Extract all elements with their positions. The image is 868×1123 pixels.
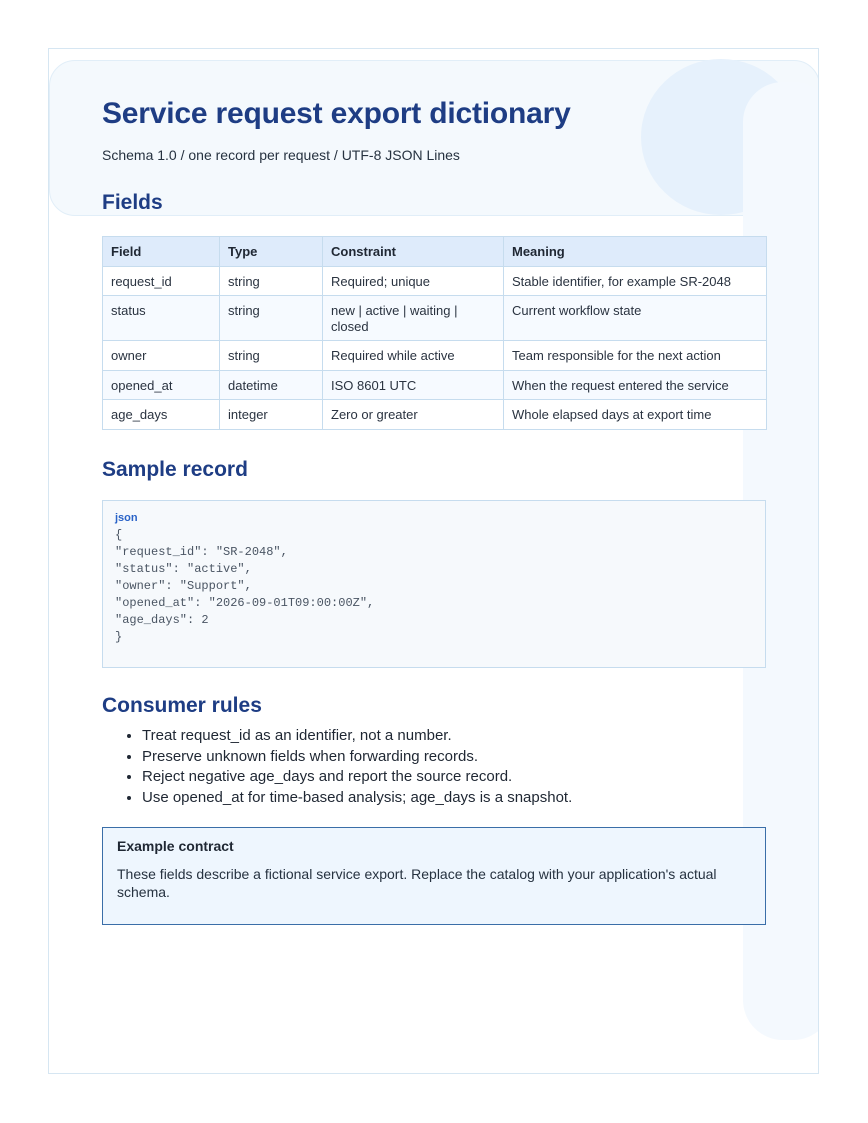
table-row [103,370,767,400]
fields-heading: Fields [102,191,163,214]
field-constraint-cell: Required; unique [323,266,504,296]
field-meaning-cell: Stable identifier, for example SR-2048 [504,266,767,296]
field-meaning-cell: Whole elapsed days at export time [504,400,767,430]
code-line: { [115,528,123,542]
table-row [103,266,767,296]
sample-record-heading: Sample record [102,458,248,481]
sample-code-block [102,500,766,668]
code-language-label: json [115,512,138,524]
field-name-cell: opened_at [103,370,220,400]
column-header: Constraint [323,237,504,267]
code-line: } [115,630,123,644]
field-type-cell: datetime [220,370,323,400]
list-item: • Use opened_at for time-based analysis; age_days is a snapshot. [142,788,572,809]
example-contract-callout [102,827,766,925]
document-title: Service request export dictionary [102,97,571,130]
table-row [103,341,767,371]
field-constraint-cell: Zero or greater [323,400,504,430]
callout-body: These fields describe a fictional service export. Replace the catalog with your application's actual schema. [117,866,717,900]
field-meaning-cell: Team responsible for the next action [504,341,767,371]
column-header: Field [103,237,220,267]
list-item: • Reject negative age_days and report the source record. [142,767,572,788]
table-row [103,400,767,430]
field-type-cell: integer [220,400,323,430]
code-line: "request_id": "SR-2048", [115,545,288,559]
field-type-cell: string [220,341,323,371]
consumer-rules-list [127,726,572,808]
list-item: • Treat request_id as an identifier, not a number. [142,726,572,747]
consumer-rules-heading: Consumer rules [102,694,262,717]
column-header: Type [220,237,323,267]
table-row [103,296,767,341]
field-name-cell: request_id [103,266,220,296]
column-header: Meaning [504,237,767,267]
field-meaning-cell: Current workflow state [504,296,767,341]
field-constraint-cell: ISO 8601 UTC [323,370,504,400]
field-name-cell: owner [103,341,220,371]
code-line: "age_days": 2 [115,613,209,627]
field-constraint-cell: new | active | waiting | closed [323,296,504,341]
field-constraint-cell: Required while active [323,341,504,371]
code-line: "opened_at": "2026-09-01T09:00:00Z", [115,596,375,610]
fields-table [102,236,767,430]
field-meaning-cell: When the request entered the service [504,370,767,400]
field-type-cell: string [220,296,323,341]
document-page [48,48,819,1074]
document-subtitle: Schema 1.0 / one record per request / UTF-8 JSON Lines [102,147,460,163]
field-name-cell: age_days [103,400,220,430]
callout-title: Example contract [117,838,234,854]
list-item: • Preserve unknown fields when forwarding records. [142,747,572,768]
table-header-row [103,237,767,267]
code-line: "status": "active", [115,562,252,576]
field-type-cell: string [220,266,323,296]
code-line: "owner": "Support", [115,579,252,593]
field-name-cell: status [103,296,220,341]
